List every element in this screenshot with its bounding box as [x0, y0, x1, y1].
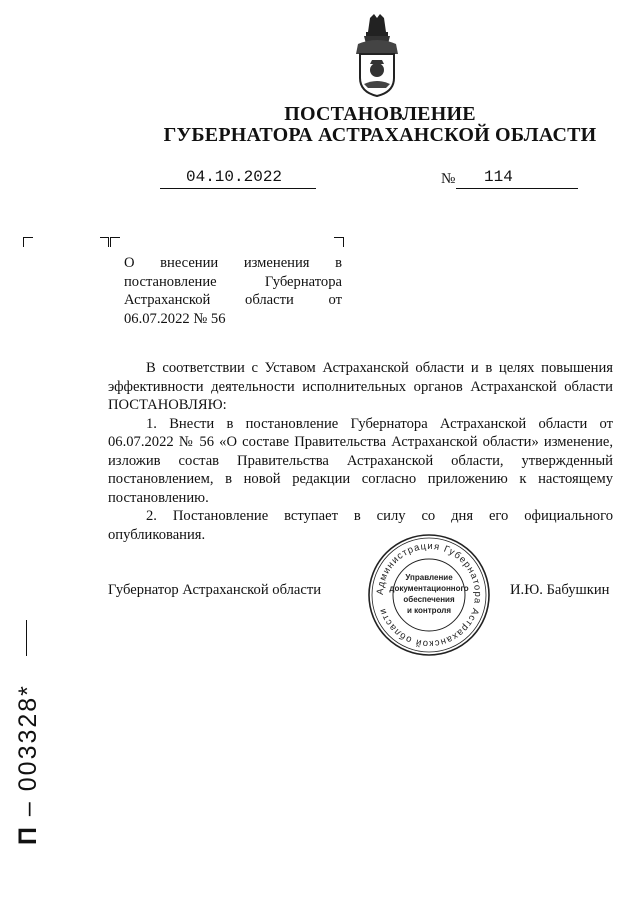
signatory-position: Губернатор Астраханской области	[108, 582, 322, 598]
seal-ring-text: Администрация Губернатора Астраханской области	[374, 540, 484, 650]
coat-of-arms-icon	[348, 14, 406, 98]
registration-code	[14, 684, 43, 845]
seal-center-line1: Управление	[405, 573, 453, 582]
number-label: №	[441, 171, 456, 187]
margin-rule	[26, 620, 27, 656]
body-paragraph-item-1: 1. Внести в постановление Губернатора Астраханской области от 06.07.2022 № 56 «О составе Правительства Астраханской области» изменение, изложив состав Правительства Астраханской области, утвержденный постановлением, в новой редакции согласно приложению к настоящему постановлению.	[108, 415, 613, 506]
body-paragraph-item-2: 2. Постановление вступает в силу со дня его официального опубликования.	[108, 508, 613, 543]
signatory-name: И.Ю. Бабушкин	[510, 582, 610, 598]
official-seal-stamp	[366, 532, 492, 658]
registration-code-prefix: П	[14, 825, 42, 845]
corner-mark	[334, 237, 344, 247]
number-underline	[456, 169, 578, 189]
seal-center-line4: и контроля	[407, 606, 451, 615]
corner-mark	[100, 237, 109, 247]
seal-center-line2: документационного	[389, 584, 469, 593]
document-number: 114	[484, 168, 513, 186]
document-subject: О внесении изменения в постановление Губернатора Астраханской области от 06.07.2022 № 56	[124, 255, 342, 327]
document-title-line1: ПОСТАНОВЛЕНИЕ	[284, 103, 476, 125]
body-paragraph-preamble: В соответствии с Уставом Астраханской области и в целях повышения эффективности деятельности исполнительных органов Астраханской области ПОСТАНОВЛЯЮ:	[108, 360, 613, 413]
registration-code-value: – 003328*	[14, 684, 42, 826]
corner-mark	[23, 237, 33, 247]
document-date: 04.10.2022	[186, 168, 283, 186]
document-title-line2: ГУБЕРНАТОРА АСТРАХАНСКОЙ ОБЛАСТИ	[163, 124, 597, 146]
document-body	[108, 359, 613, 544]
seal-center-line3: обеспечения	[403, 595, 455, 604]
corner-mark	[110, 237, 120, 247]
